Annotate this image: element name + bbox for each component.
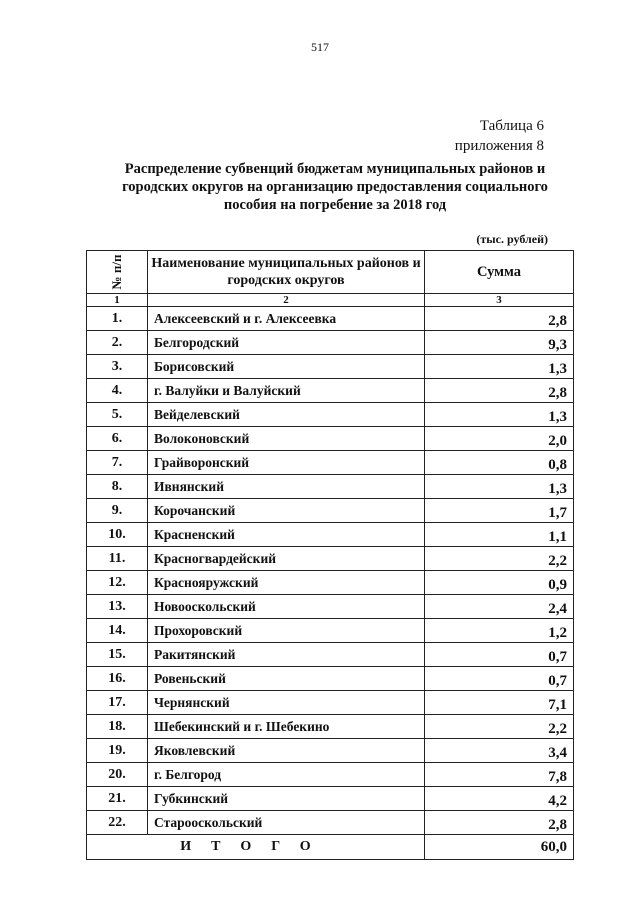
row-sum: 0,7 — [425, 643, 574, 667]
row-name: Старооскольский — [148, 811, 425, 835]
table-row — [87, 451, 574, 475]
total-row — [87, 835, 574, 860]
row-sum: 7,8 — [425, 763, 574, 787]
row-name: Борисовский — [148, 355, 425, 379]
column-index-2: 2 — [148, 294, 425, 307]
row-name: Яковлевский — [148, 739, 425, 763]
row-number: 19. — [87, 739, 148, 763]
row-name: г. Белгород — [148, 763, 425, 787]
row-number: 10. — [87, 523, 148, 547]
table-row — [87, 619, 574, 643]
table-row — [87, 427, 574, 451]
total-label: ИТОГО — [87, 835, 425, 860]
row-number: 13. — [87, 595, 148, 619]
row-sum: 1,3 — [425, 355, 574, 379]
row-number: 11. — [87, 547, 148, 571]
row-name: Краснояружский — [148, 571, 425, 595]
table-header-row — [87, 251, 574, 294]
table-row — [87, 691, 574, 715]
row-name: Волоконовский — [148, 427, 425, 451]
row-number: 2. — [87, 331, 148, 355]
column-index-1: 1 — [87, 294, 148, 307]
row-name: Красненский — [148, 523, 425, 547]
table-row — [87, 547, 574, 571]
table-row — [87, 763, 574, 787]
row-sum: 0,8 — [425, 451, 574, 475]
row-sum: 9,3 — [425, 331, 574, 355]
row-name: Чернянский — [148, 691, 425, 715]
table-ref-line-1: Таблица 6 — [479, 118, 544, 134]
table-row — [87, 331, 574, 355]
row-name: Вейделевский — [148, 403, 425, 427]
table-row — [87, 595, 574, 619]
row-name: Алексеевский и г. Алексеевка — [148, 307, 425, 331]
header-name: Наименование муниципальных районов и городских округов — [148, 251, 425, 294]
row-sum: 1,3 — [425, 403, 574, 427]
row-sum: 7,1 — [425, 691, 574, 715]
row-number: 3. — [87, 355, 148, 379]
table-row — [87, 475, 574, 499]
row-number: 15. — [87, 643, 148, 667]
row-number: 20. — [87, 763, 148, 787]
row-number: 1. — [87, 307, 148, 331]
row-sum: 1,2 — [425, 619, 574, 643]
total-sum: 60,0 — [425, 835, 574, 860]
row-name: Прохоровский — [148, 619, 425, 643]
row-name: г. Валуйки и Валуйский — [148, 379, 425, 403]
row-sum: 4,2 — [425, 787, 574, 811]
table-row — [87, 355, 574, 379]
row-name: Шебекинский и г. Шебекино — [148, 715, 425, 739]
row-sum: 2,8 — [425, 811, 574, 835]
row-number: 18. — [87, 715, 148, 739]
table-row — [87, 403, 574, 427]
table-reference — [455, 116, 544, 156]
table-row — [87, 787, 574, 811]
table-row — [87, 571, 574, 595]
page-number: 517 — [311, 40, 329, 54]
header-number: № п/п — [87, 251, 148, 294]
row-sum: 1,1 — [425, 523, 574, 547]
row-name: Ивнянский — [148, 475, 425, 499]
column-index-row — [87, 294, 574, 307]
row-sum: 2,4 — [425, 595, 574, 619]
table-ref-line-2: приложения 8 — [454, 138, 544, 154]
row-number: 6. — [87, 427, 148, 451]
row-sum: 2,8 — [425, 307, 574, 331]
row-sum: 2,8 — [425, 379, 574, 403]
row-name: Белгородский — [148, 331, 425, 355]
document-title: Распределение субвенций бюджетам муниципальных районов и городских округов на организацию предоставления социального пособия на погребение за 2018 год — [122, 161, 548, 213]
table-row — [87, 643, 574, 667]
table-row — [87, 715, 574, 739]
row-name: Красногвардейский — [148, 547, 425, 571]
unit-note: (тыс. рублей) — [476, 232, 548, 246]
row-sum: 0,7 — [425, 667, 574, 691]
row-number: 12. — [87, 571, 148, 595]
row-sum: 2,2 — [425, 715, 574, 739]
table-row — [87, 523, 574, 547]
table-row — [87, 667, 574, 691]
row-sum: 3,4 — [425, 739, 574, 763]
subsidy-table — [86, 250, 574, 860]
table-row — [87, 739, 574, 763]
row-number: 17. — [87, 691, 148, 715]
row-number: 16. — [87, 667, 148, 691]
header-sum: Сумма — [425, 251, 574, 294]
table-row — [87, 811, 574, 835]
table-row — [87, 379, 574, 403]
row-number: 7. — [87, 451, 148, 475]
row-name: Губкинский — [148, 787, 425, 811]
row-number: 21. — [87, 787, 148, 811]
row-sum: 1,7 — [425, 499, 574, 523]
column-index-3: 3 — [425, 294, 574, 307]
row-sum: 0,9 — [425, 571, 574, 595]
table-row — [87, 307, 574, 331]
row-number: 4. — [87, 379, 148, 403]
table-row — [87, 499, 574, 523]
row-sum: 2,0 — [425, 427, 574, 451]
row-number: 5. — [87, 403, 148, 427]
row-sum: 2,2 — [425, 547, 574, 571]
row-number: 22. — [87, 811, 148, 835]
row-number: 8. — [87, 475, 148, 499]
row-name: Ровеньский — [148, 667, 425, 691]
row-sum: 1,3 — [425, 475, 574, 499]
row-number: 9. — [87, 499, 148, 523]
row-name: Корочанский — [148, 499, 425, 523]
row-number: 14. — [87, 619, 148, 643]
row-name: Грайворонский — [148, 451, 425, 475]
table-body — [87, 307, 574, 835]
row-name: Ракитянский — [148, 643, 425, 667]
row-name: Новооскольский — [148, 595, 425, 619]
